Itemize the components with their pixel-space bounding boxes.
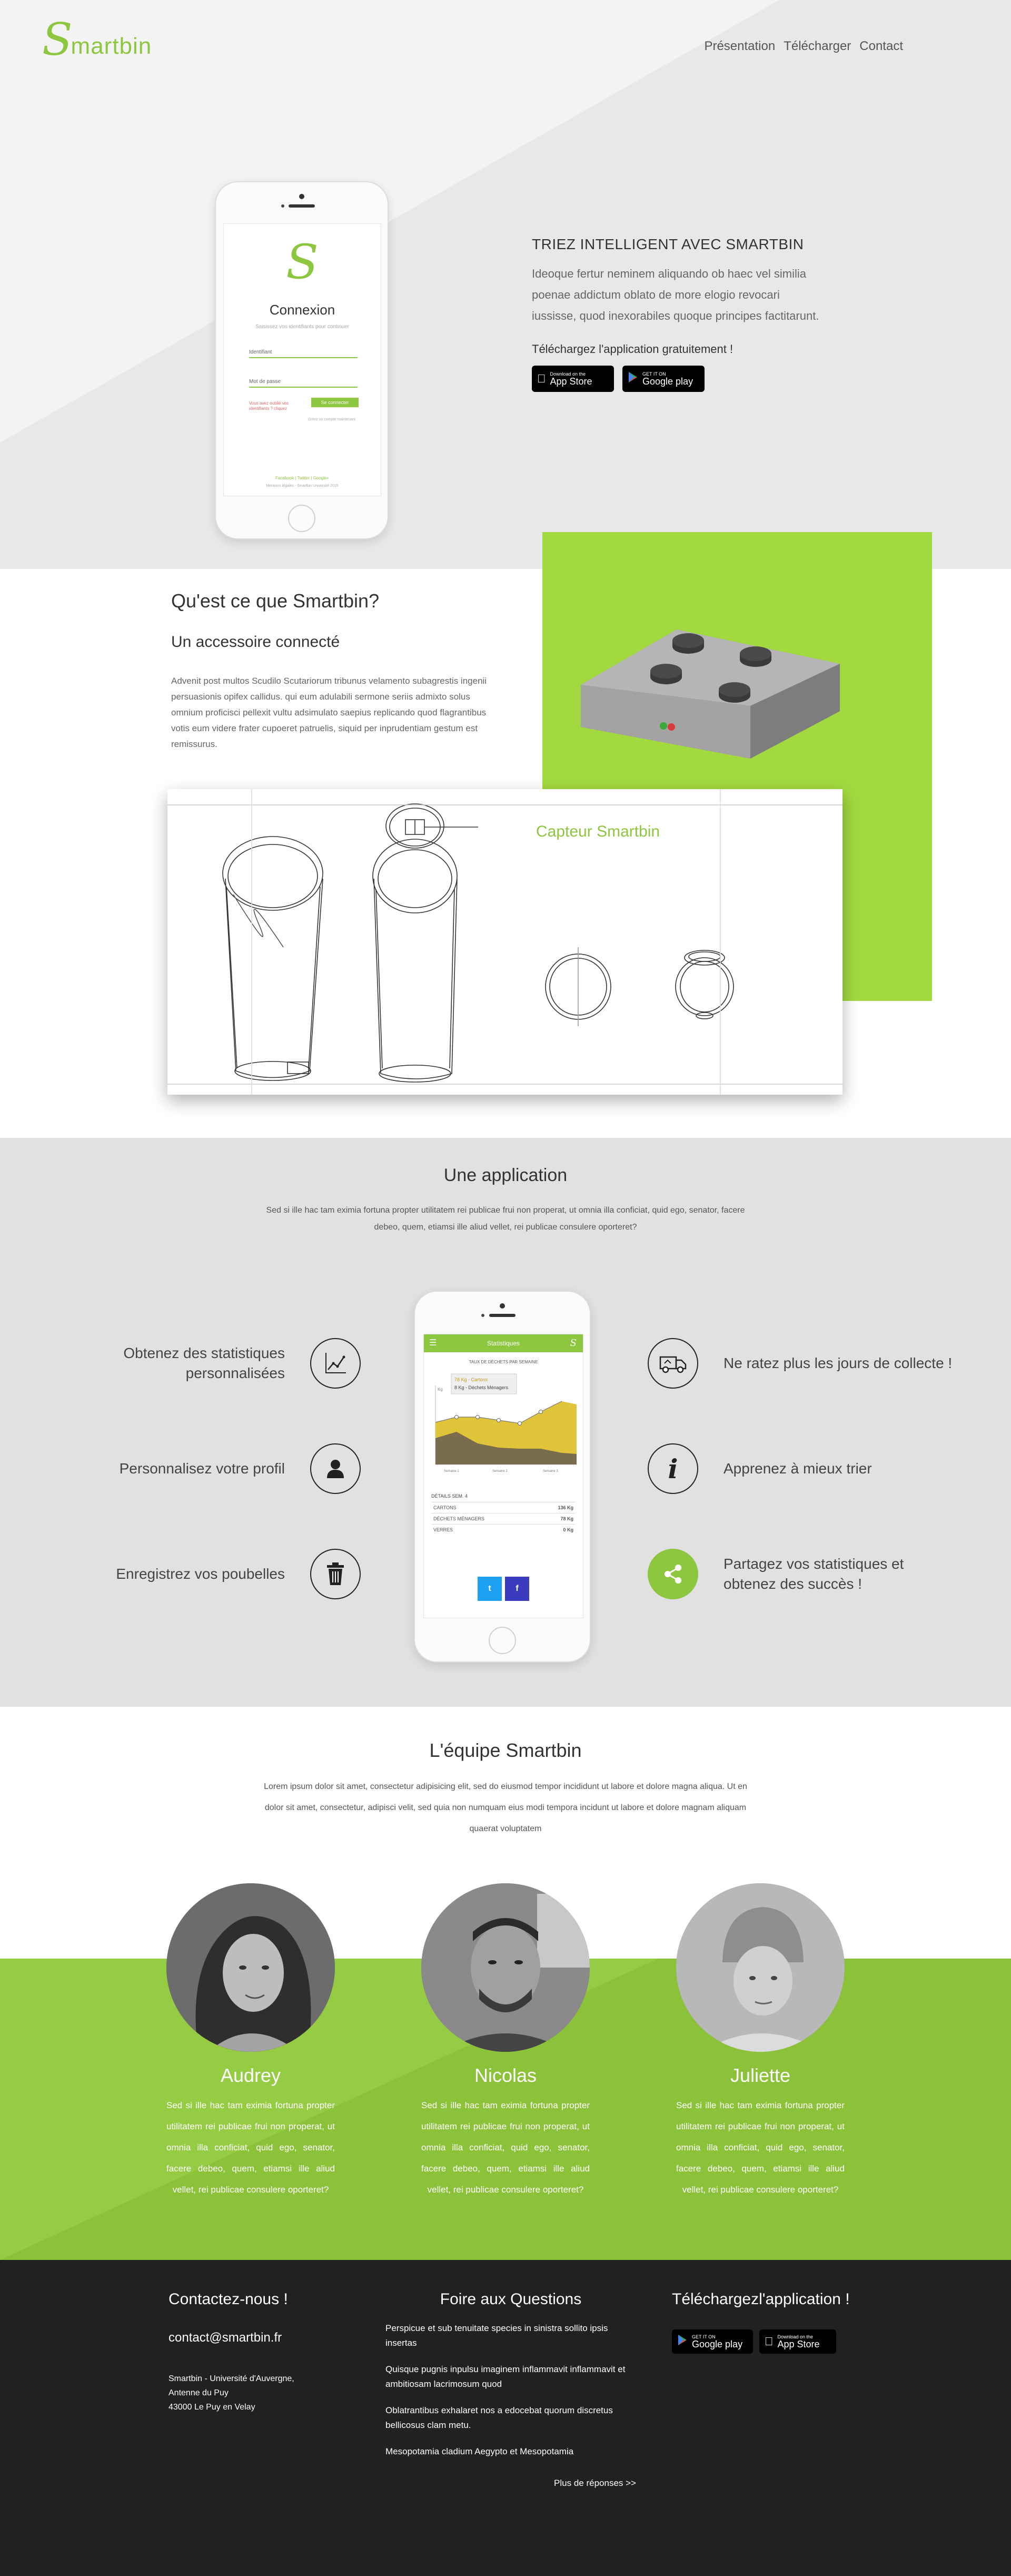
row-value: 136 Kg [558,1505,573,1510]
member-name: Nicolas [474,2064,537,2086]
login-screen [223,223,381,496]
phone-sensor [481,1314,484,1317]
team-title: L'équipe Smartbin [429,1739,582,1761]
login-password-field[interactable]: Mot de passe [249,379,358,388]
member-bio: Sed si ille hac tam eximia fortuna propter utilitatem rei publicae frui non properat, ut omnia illa conficiat, quid ego, senator, facere debeo, quem, etiamsi ille aliud vellet, rei publicae consulere oporteret? [676,2100,845,2195]
apple-icon [537,372,546,386]
row-label: DÉCHETS MÉNAGERS [433,1516,485,1521]
what-description: Advenit post multos Scudilo Scutariorum tribunus velamento subagrestis ingenii persuasionis opifex callidus. qui eum adulabili sermone seriis admixto solus omnium proficisci pellexit vultu adsimulato saepius replicando quod flagrantibus votis eum videre frater cupoeret patruelis, siquid per inprudentiam gestum est remissurus. [171,676,487,749]
app-intro: Sed si ille hac tam eximia fortuna propter utilitatem rei publicae frui non properat, ut omnia illa conficiat, quid ego, senator, facere debeo, quem, etiamsi ille aliud vellet, rei publicae consulere oporteret? [266,1206,745,1232]
member-bio: Sed si ille hac tam eximia fortuna propter utilitatem rei publicae frui non properat, ut omnia illa conficiat, quid ego, senator, facere debeo, quem, etiamsi ille aliud vellet, rei publicae consulere oporteret? [166,2100,335,2195]
app-store-big: App Store [769,2338,811,2349]
logo-initial: S [42,14,73,65]
sketch-label: Capteur Smartbin [536,823,660,840]
stats-logo: S [570,1338,577,1349]
phone-camera [299,194,304,199]
stats-phone-mockup [414,1291,591,1663]
row-label: CARTONS [433,1505,457,1510]
stats-details-table [431,1493,576,1535]
app-title: Une application [443,1165,568,1185]
google-play-big: Google play [692,2338,743,2349]
login-id-field[interactable]: Identifiant [249,349,358,358]
google-play-icon [628,371,638,386]
user-icon [310,1443,361,1494]
what-text-block [171,590,498,752]
feature-profile [53,1443,361,1494]
login-button[interactable]: Se connecter [311,398,359,407]
sketch-panel [167,789,843,1095]
nav-item-contact[interactable]: Contact [859,39,903,53]
hero-text-block [532,236,827,392]
app-store-badge-text [541,371,592,387]
feature-collection [648,1338,974,1389]
feature-learn [648,1443,974,1494]
what-title: Qu'est ce que Smartbin? [171,590,380,612]
feature-learn-label: Apprenez à mieux trier [723,1460,872,1477]
faq-title: Foire aux Questions [440,2290,582,2308]
phone-speaker [289,204,315,208]
google-play-badge-text [642,372,693,386]
contact-email-link[interactable]: contact@smartbin.fr [168,2331,282,2345]
phone-speaker [489,1314,516,1317]
twitter-share-button[interactable]: t [478,1577,502,1601]
footer-download [672,2290,851,2354]
footer [0,2260,1011,2576]
team-intro: Lorem ipsum dolor sit amet, consectetur adipisicing elit, sed do eiusmod tempor incididunt ut labore et dolore magna aliqua. Ut en dolor sit amet, consectetur, adipisci velit, sed quia non numquam eius modi tempora incidunt ut labore et dolore magnam aliquam quaerat voluptatem [264,1782,747,1833]
row-value: 78 Kg [560,1516,573,1521]
facebook-share-button[interactable]: f [505,1577,529,1601]
member-juliette [676,1883,845,2200]
x-tick-1: Semaine 1 [444,1470,459,1473]
feature-share-label: Partagez vos statistiques et obtenez des succès ! [723,1556,904,1592]
member-bio: Sed si ille hac tam eximia fortuna propter utilitatem rei publicae frui non properat, ut omnia illa conficiat, quid ego, senator, facere debeo, quem, etiamsi ille aliud vellet, rei publicae consulere oporteret? [421,2100,590,2195]
address-line: Smartbin - Université d'Auvergne, [168,2374,294,2383]
row-value: 0 Kg [563,1527,573,1532]
feature-bins-label: Enregistrez vos poubelles [116,1566,285,1582]
phone-home-button [288,505,315,532]
google-play-small: GET IT ON [642,371,666,377]
stats-screen [423,1334,583,1618]
tooltip-cartons: 78 Kg - Cartons [454,1377,488,1382]
faq-item[interactable]: Oblatrantibus exhalaret nos a edocebat quorum discretus bellicosus clam metu. [385,2405,613,2430]
phone-sensor [281,204,284,208]
menu-icon[interactable]: ☰ [429,1339,437,1348]
share-buttons [424,1577,583,1601]
share-icon [648,1549,698,1599]
footer-contact [168,2290,342,2414]
contact-title: Contactez-nous ! [168,2290,288,2308]
feature-share [648,1549,974,1599]
app-store-badge[interactable] [759,2329,836,2354]
forgot-link[interactable]: Vous avez oublié vos identifiants ? cliquez [249,401,289,411]
login-subtitle: Saisissez vos identifiants pour continuer [255,324,349,330]
what-subtitle: Un accessoire connecté [171,633,340,651]
info-icon: i [648,1443,698,1494]
chart-icon [310,1338,361,1389]
stats-header [424,1334,583,1352]
app-store-big: App Store [541,376,584,387]
hero-description: Ideoque fertur neminem aliquando ob haec vel similia poenae addictum oblato de more elogio revocari iussisse, quod inexorabiles quoque principes factitarunt. [532,267,819,322]
faq-item[interactable]: Perspicue et sub tenuitate species in sinistra sollito ipsis insertas [385,2323,608,2348]
x-tick-2: Semaine 2 [492,1470,508,1473]
stats-details-title: DÉTAILS SEM. 4 [431,1493,468,1499]
stats-caption: TAUX DE DÉCHETS PAR SEMAINE [469,1360,538,1364]
x-tick-3: Semaine 3 [543,1470,558,1473]
faq-more-link[interactable]: Plus de réponses >> [554,2478,636,2488]
feature-stats [53,1338,361,1389]
feature-bins [53,1549,361,1599]
social-links[interactable]: Facebook | Twitter | Google+ [275,476,330,480]
download-label: Téléchargez l'application gratuitement ! [532,342,734,356]
footer-faq [385,2290,636,2489]
member-name: Audrey [220,2064,281,2086]
nav-item-telecharger[interactable]: Télécharger [784,39,851,53]
table-row [431,1524,576,1535]
hero-section [0,0,1011,569]
table-row [431,1513,576,1524]
google-play-big: Google play [642,376,693,387]
address-line: 43000 Le Puy en Velay [168,2403,255,2412]
stats-body [424,1352,583,1488]
faq-list [385,2321,636,2459]
store-badges [532,366,827,392]
app-store-badge-text [769,2334,820,2349]
faq-item[interactable]: Mesopotamia cladium Aegypto et Mesopotamia [385,2446,574,2456]
chart-y-label: Kg [438,1387,443,1392]
app-store-small: Download on the [769,2334,805,2339]
google-play-small: GET IT ON [692,2334,716,2339]
smartbin-logo[interactable] [42,14,152,65]
footer-store-badges [672,2329,851,2354]
login-title: Connexion [269,302,335,318]
login-footer: Mentions légales - Smartbin Université 2015 [266,484,339,488]
download-title: Téléchargezl'application ! [672,2290,850,2308]
app-store-small: Download on the [541,371,577,377]
member-name: Juliette [730,2064,791,2086]
google-play-badge[interactable] [622,366,705,392]
feature-profile-label: Personnalisez votre profil [119,1460,285,1477]
app-store-badge[interactable] [532,366,614,392]
main-nav [704,39,903,54]
avatar [676,1883,845,2052]
phone-home-button [489,1627,516,1654]
member-audrey [166,1883,335,2200]
google-play-badge-text [692,2335,742,2349]
app-section [0,1138,1011,1707]
table-row [431,1502,576,1513]
row-label: VERRES [433,1527,453,1532]
login-logo: S [286,234,319,290]
apple-icon [765,2335,774,2348]
login-phone-mockup [215,181,389,539]
logo-text: martbin [71,33,152,59]
hero-diagonal-background [0,0,1011,569]
address-line: Antenne du Puy [168,2388,229,2397]
nav-item-presentation[interactable]: Présentation [704,39,776,53]
waste-chart [424,1364,583,1486]
google-play-badge[interactable] [672,2329,753,2354]
stats-header-title: Statistiques [487,1340,520,1347]
tooltip-menagers: 8 Kg - Déchets Ménagers [454,1385,509,1390]
feature-collection-label: Ne ratez plus les jours de collecte ! [723,1355,953,1371]
feature-stats-label: Obtenez des statistiques personnalisées [123,1345,285,1381]
phone-camera [500,1303,505,1309]
trash-icon [310,1549,361,1599]
google-play-icon [677,2334,688,2349]
smartbin-device-illustration [577,622,850,774]
truck-icon [648,1338,698,1389]
hero-title: TRIEZ INTELLIGENT AVEC SMARTBIN [532,236,804,252]
bin-sketch-drawing [167,789,843,1095]
register-link[interactable]: Créez un compte maintenant [308,418,355,421]
member-nicolas [421,1883,590,2200]
avatar [166,1883,335,2052]
faq-item[interactable]: Quisque pugnis inpulsu imaginem inflammavit inflammavit et ambitiosam lacrimosum quod [385,2364,626,2389]
contact-address [168,2372,342,2414]
avatar [421,1883,590,2052]
team-section [0,1707,1011,2260]
